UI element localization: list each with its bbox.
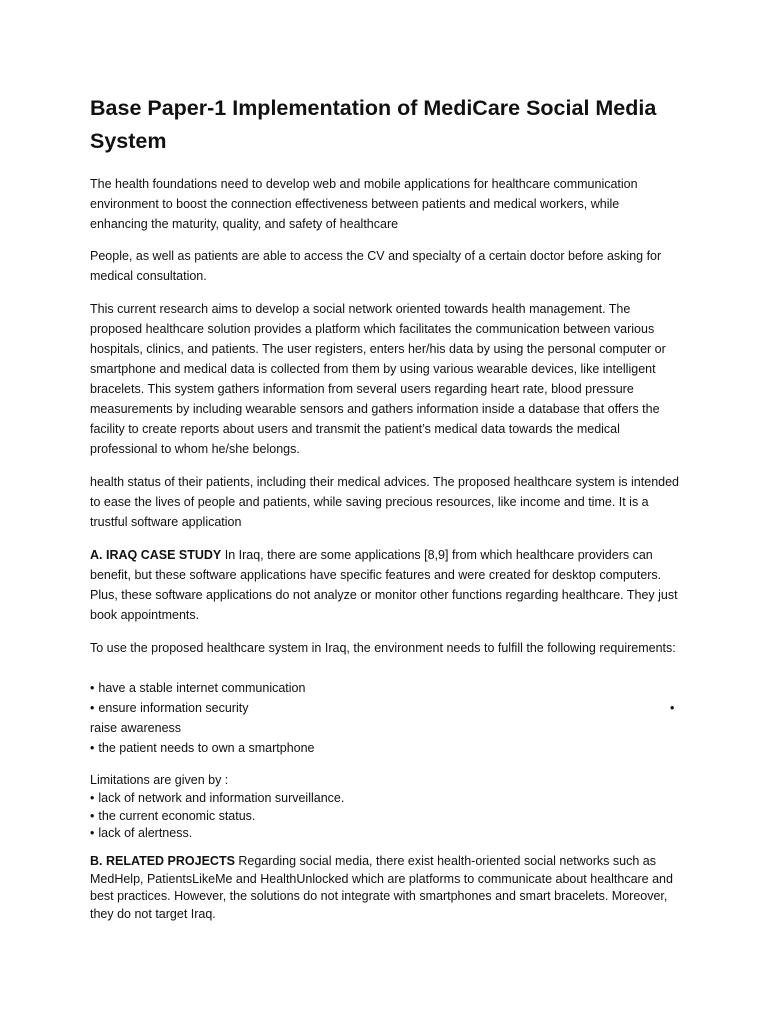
paragraph-health-status: health status of their patients, including their medical advices. The proposed healthcare system is intended to ease the lives of people and patients, while saving precious resources, like income and time. It is a trustful software application <box>90 475 679 529</box>
section-iraq-case-study <box>90 545 680 625</box>
bullet-icon: • <box>90 808 95 823</box>
iraq-case-heading: A. IRAQ CASE STUDY <box>90 548 222 562</box>
list-item: • ensure information security <box>90 701 249 715</box>
paragraph-doctor-access: People, as well as patients are able to access the CV and specialty of a certain doctor before asking for medical consultation. <box>90 249 662 283</box>
list-item: • the patient needs to own a smartphone <box>90 741 315 755</box>
section-related-projects <box>90 853 680 923</box>
related-projects-heading: B. RELATED PROJECTS <box>90 854 235 868</box>
requirements-intro: To use the proposed healthcare system in Iraq, the environment needs to fulfill the following requirements: <box>90 641 676 655</box>
stray-bullet-icon: • <box>670 701 675 715</box>
bullet-icon: • <box>90 681 95 695</box>
document-title: Base Paper-1 Implementation of MediCare Social Media System <box>90 96 657 153</box>
list-item: • lack of network and information surveillance. <box>90 791 345 805</box>
paragraph-intro: The health foundations need to develop web and mobile applications for healthcare communication environment to boost the connection effectiveness between patients and medical workers, while enhancing the maturity, quality, and safety of healthcare <box>90 177 638 231</box>
limitations-intro: Limitations are given by : <box>90 773 229 787</box>
paragraph-research-aim: This current research aims to develop a social network oriented towards health management. The proposed healthcare solution provides a platform which facilitates the communication between various hospitals, clinics, and patients. The user registers, enters her/his data by using the personal computer or smartphone and medical data is collected from them by using various wearable devices, like intelligent bracelets. This system gathers information from several users regarding heart rate, blood pressure measurements by including wearable sensors and gathers information inside a database that offers the facility to create reports about users and transmit the patient’s medical data towards the medical professional to whom he/she belongs. <box>90 302 666 456</box>
list-item: • the current economic status. <box>90 808 256 823</box>
bullet-icon: • <box>90 826 95 840</box>
bullet-icon: • <box>90 701 95 715</box>
limitations-list <box>90 790 680 843</box>
list-item: • have a stable internet communication <box>90 681 306 695</box>
related-projects-text: Regarding social media, there exist health-oriented social networks such as MedHelp, PatientsLikeMe and HealthUnlocked which are platforms to communicate about healthcare and best practices. However, the solutions do not integrate with smartphones and smart bracelets. Moreover, they do not target Iraq. <box>90 854 673 921</box>
bullet-icon: • <box>90 741 95 755</box>
list-item-continuation: raise awareness <box>90 721 182 735</box>
iraq-case-text: In Iraq, there are some applications [8,9] from which healthcare providers can benefit, but these software applications have specific features and were created for desktop computers. Plus, these software applications do not analyze or monitor other functions regarding healthcare. They just book appointments. <box>90 548 678 622</box>
requirements-list <box>90 678 680 758</box>
bullet-icon: • <box>90 791 95 805</box>
list-item: • lack of alertness. <box>90 826 193 840</box>
